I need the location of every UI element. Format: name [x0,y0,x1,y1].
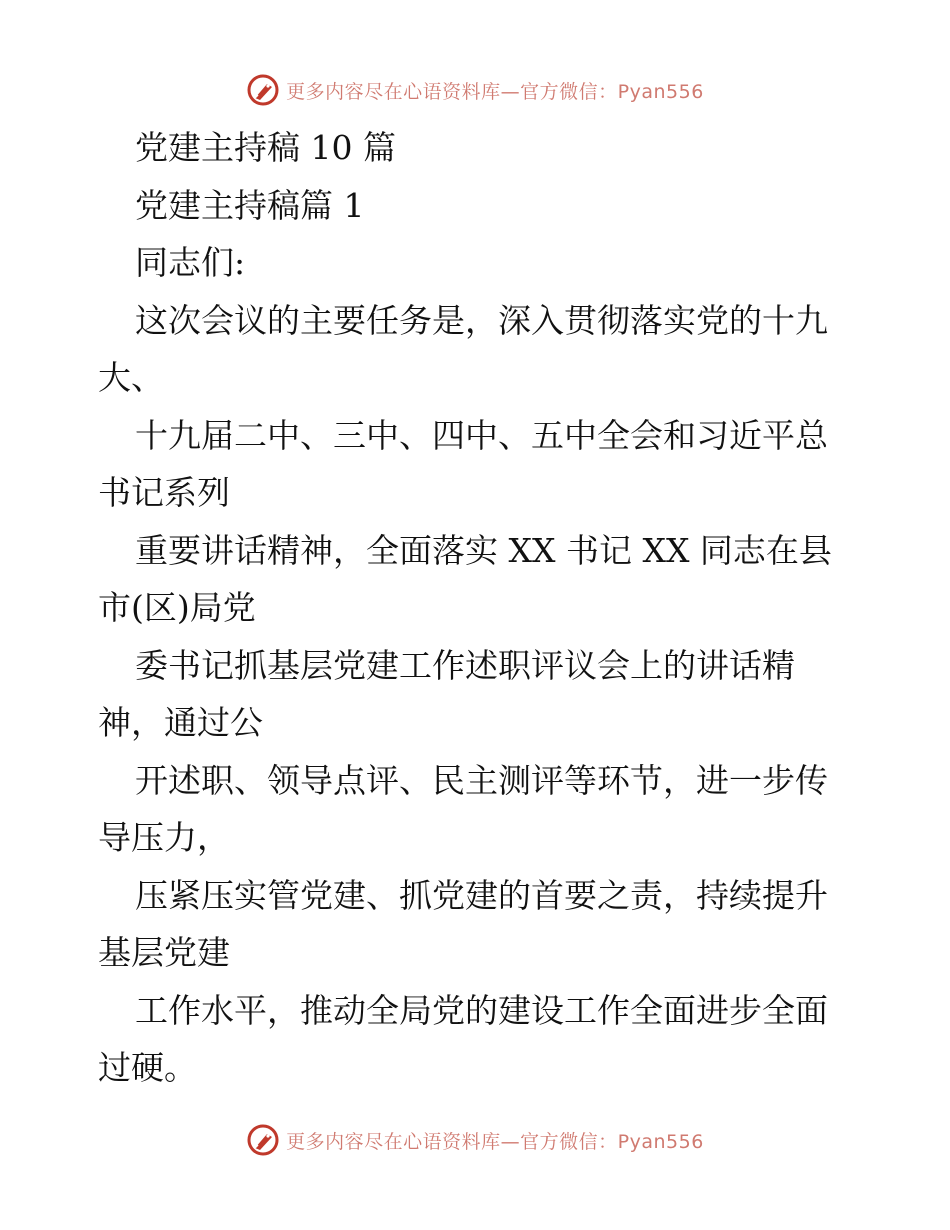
document-body [98,119,858,1097]
salutation: 同志们: [135,243,246,282]
section-heading: 党建主持稿篇 1 [135,185,365,225]
pen-nib-logo-icon [246,73,280,107]
paragraph-line: 十九届二中、三中、四中、五中全会和习近平总 [135,415,828,455]
paragraph-line: 过硬。 [98,1048,197,1087]
pen-nib-logo-icon [246,1123,280,1157]
footer-banner [0,1120,950,1160]
paragraph-line: 基层党建 [98,933,230,972]
paragraph-line: 导压力， [98,818,230,857]
header-banner-text: 更多内容尽在心语资料库—官方微信：Pyan556 [286,80,704,103]
paragraph-line: 开述职、领导点评、民主测评等环节，进一步传 [135,760,828,800]
paragraph-line: 神，通过公 [98,703,263,742]
paragraph-line: 书记系列 [98,473,230,512]
paragraph-line: 工作水平，推动全局党的建设工作全面进步全面 [135,990,828,1030]
header-banner [0,70,950,110]
paragraph-line: 重要讲话精神，全面落实 XX 书记 XX 同志在县 [135,530,832,570]
paragraph-line: 大、 [98,358,164,397]
paragraph-line: 压紧压实管党建、抓党建的首要之责，持续提升 [135,875,828,915]
paragraph-line: 委书记抓基层党建工作述职评议会上的讲话精 [135,645,795,685]
paragraph-line: 这次会议的主要任务是，深入贯彻落实党的十九 [135,300,828,340]
footer-banner-text: 更多内容尽在心语资料库—官方微信：Pyan556 [286,1130,704,1153]
paragraph-line: 市(区)局党 [98,588,256,627]
document-title: 党建主持稿 10 篇 [135,128,396,167]
